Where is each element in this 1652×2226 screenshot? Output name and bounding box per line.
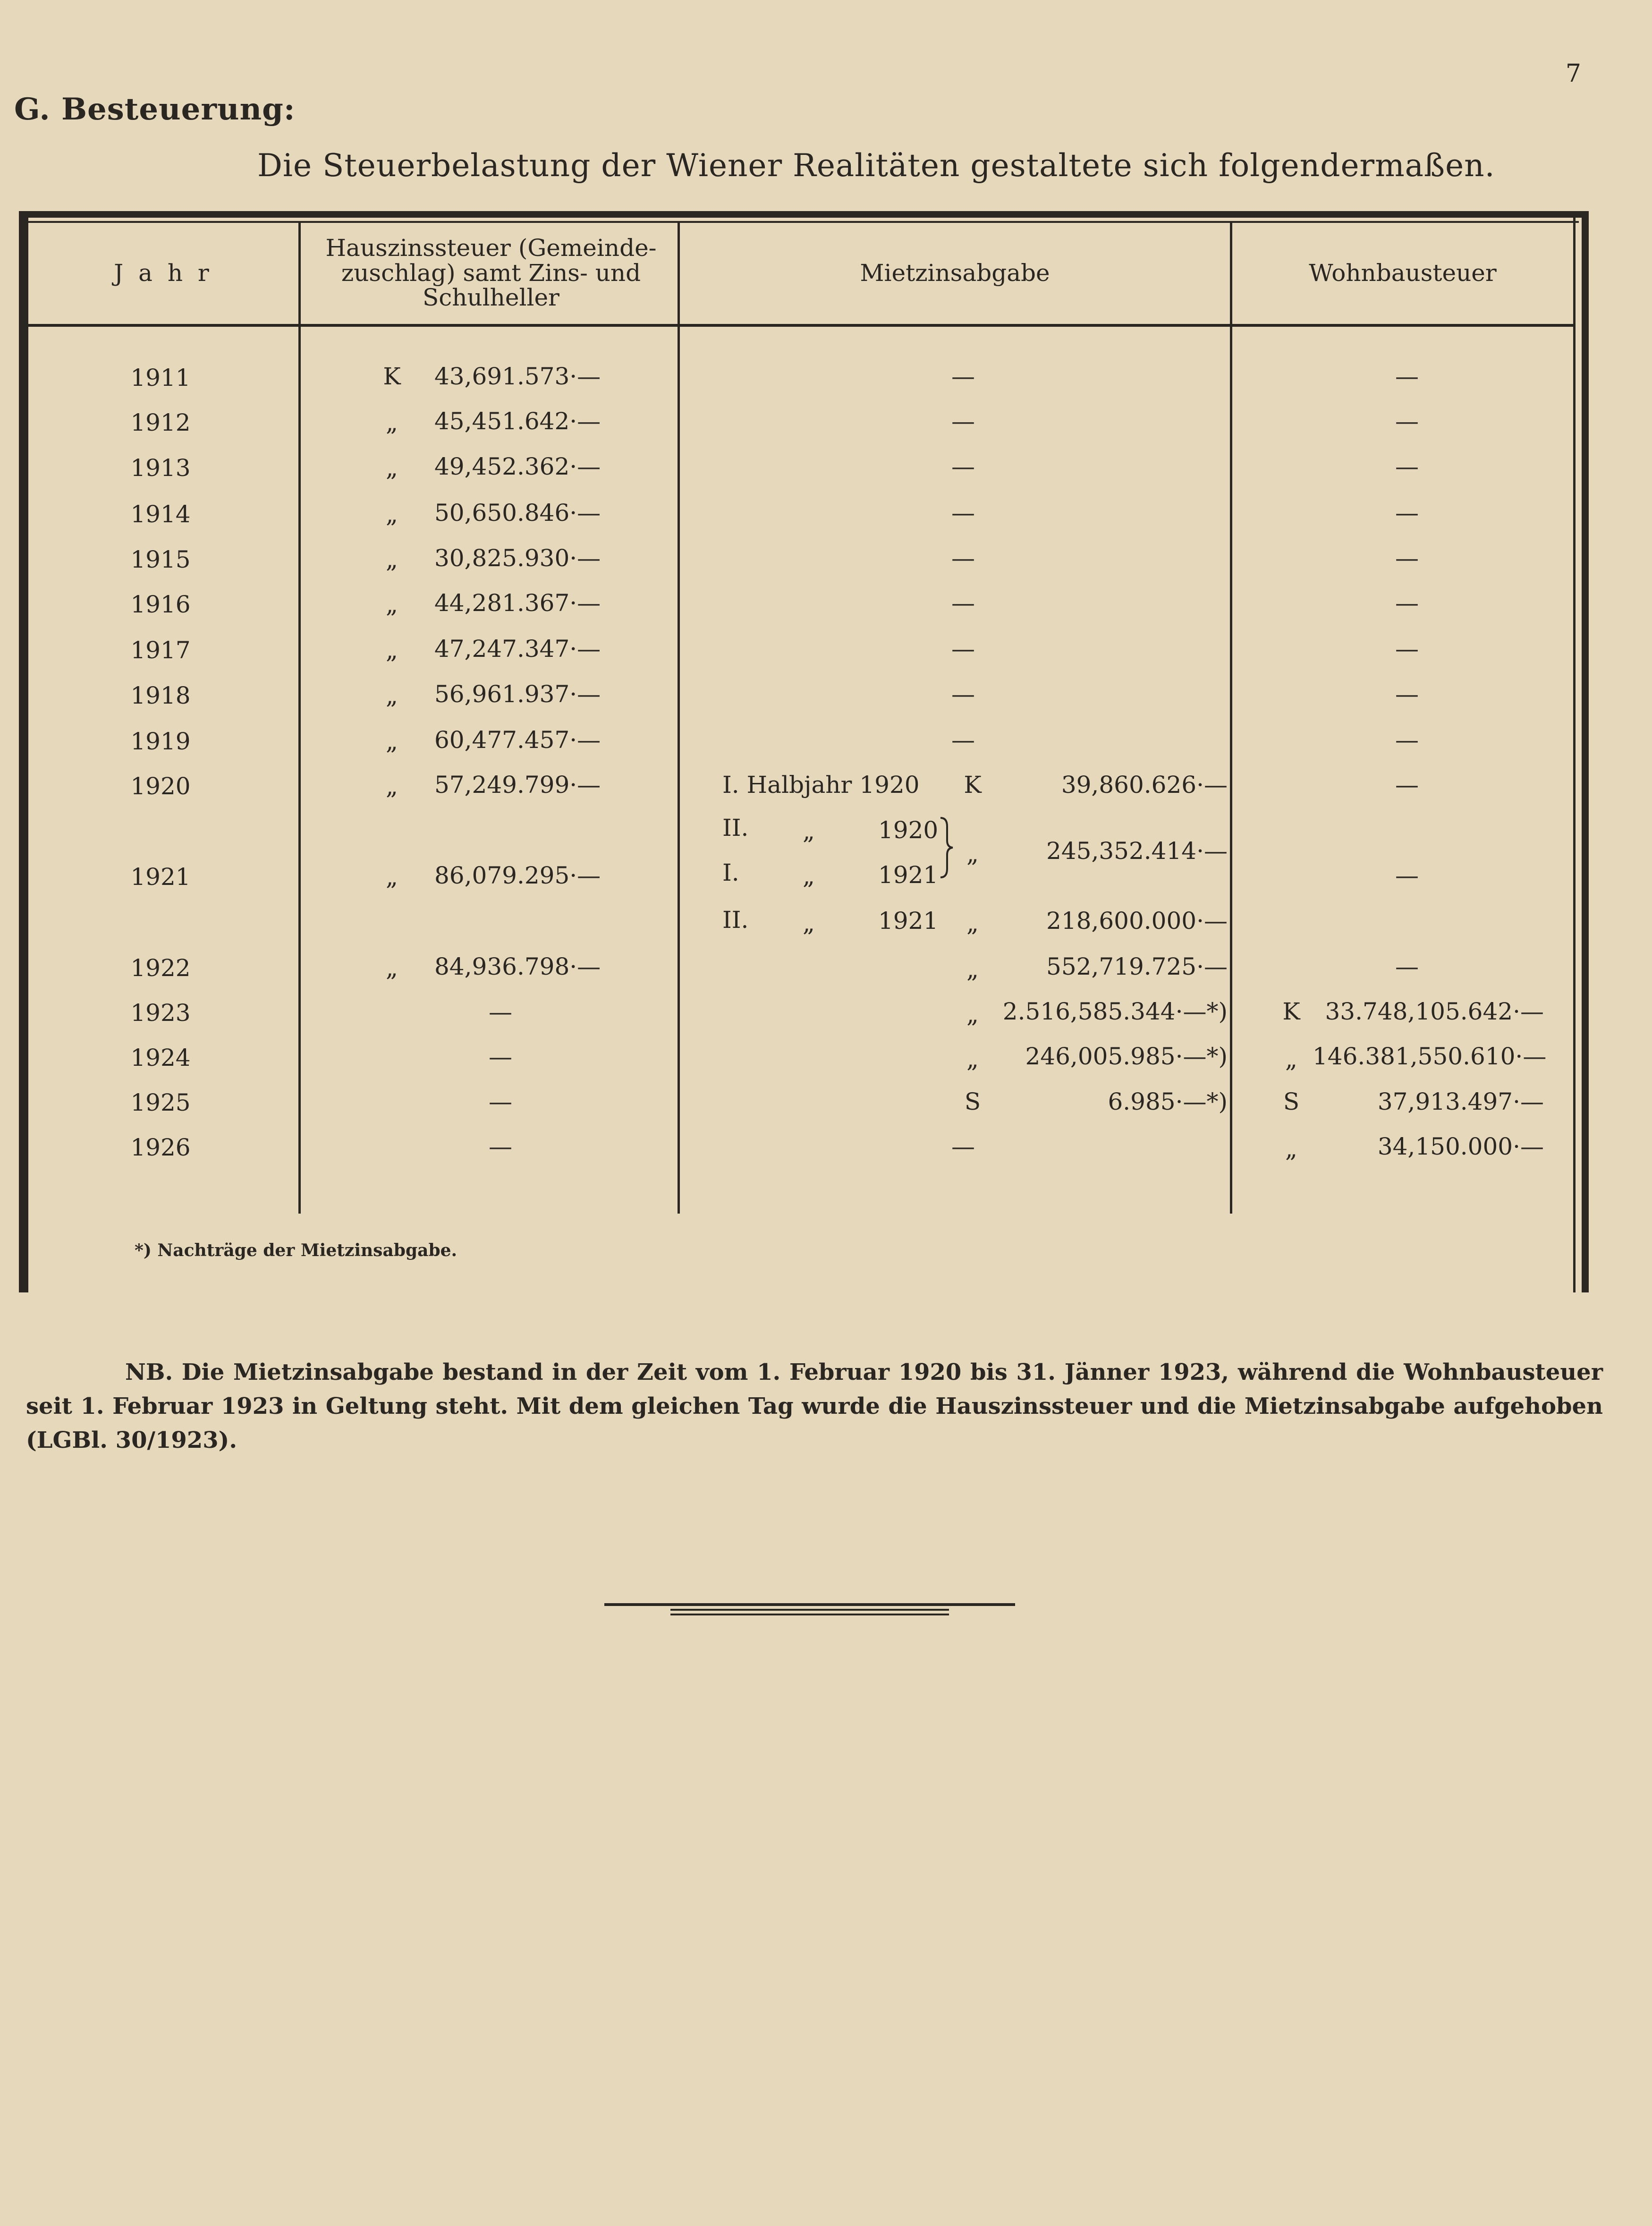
half-year-roman: II. — [722, 906, 749, 934]
empty-dash: — — [951, 680, 975, 708]
wohnbau-value: 146.381,550.610·— — [1313, 1043, 1547, 1070]
ditto-mark: „ — [803, 862, 815, 890]
empty-dash: — — [1395, 499, 1419, 527]
ditto-mark: „ — [966, 1001, 979, 1028]
intro-text: Die Steuerbelastung der Wiener Realitäten gestaltete sich folgendermaßen. — [257, 147, 1495, 184]
half-year-year: 1920 — [878, 816, 939, 844]
column-divider-1 — [298, 222, 301, 1214]
hauszins-value: 49,452.362·— — [434, 453, 601, 480]
mietzins-value: 2.516,585.344·—*) — [1002, 998, 1228, 1025]
ditto-mark: „ — [966, 956, 979, 983]
empty-dash: — — [1395, 953, 1419, 980]
header-year: J a h r — [114, 259, 213, 287]
year-cell: 1912 — [130, 409, 191, 436]
year-cell: 1924 — [130, 1044, 191, 1071]
table-top-rule — [19, 211, 1589, 218]
hauszins-value: 56,961.937·— — [434, 680, 601, 708]
wohnbau-value: 37,913.497·— — [1377, 1088, 1544, 1115]
year-cell: 1920 — [130, 773, 191, 800]
currency-prefix: K — [964, 771, 982, 799]
separator-rule — [604, 1603, 1015, 1606]
hauszins-value: 44,281.367·— — [434, 589, 601, 617]
empty-dash: — — [1395, 589, 1419, 617]
hauszins-value: 84,936.798·— — [434, 953, 601, 980]
hauszins-value: 60,477.457·— — [434, 726, 601, 754]
empty-dash: — — [951, 363, 975, 390]
empty-dash: — — [1395, 862, 1419, 889]
empty-dash: — — [1395, 408, 1419, 435]
ditto-mark: „ — [1285, 1135, 1297, 1163]
hauszins-value: 57,249.799·— — [434, 771, 601, 799]
section-title: G. Besteuerung: — [14, 92, 296, 127]
empty-dash: — — [1395, 771, 1419, 799]
currency-prefix: K — [383, 363, 401, 390]
year-cell: 1925 — [130, 1089, 191, 1116]
year-cell: 1911 — [130, 364, 191, 391]
ditto-mark: „ — [803, 817, 815, 845]
mietzins-value: 39,860.626·— — [1061, 771, 1228, 799]
hauszins-value: 43,691.573·— — [434, 363, 601, 390]
empty-dash: — — [1395, 680, 1419, 708]
year-cell: 1915 — [130, 546, 191, 573]
hauszins-value: 30,825.930·— — [434, 544, 601, 572]
empty-dash: — — [489, 1043, 512, 1071]
table-right-rule — [1582, 211, 1589, 1292]
empty-dash: — — [951, 1133, 975, 1160]
ditto-mark: „ — [803, 909, 815, 937]
header-mietzinsabgabe: Mietzinsabgabe — [860, 259, 1050, 287]
ditto-mark: „ — [386, 591, 398, 618]
ditto-mark: „ — [386, 546, 398, 573]
year-cell: 1923 — [130, 999, 191, 1027]
half-year-year: 1921 — [878, 907, 939, 935]
empty-dash: — — [951, 726, 975, 754]
empty-dash: — — [951, 453, 975, 480]
wohnbau-value: 33.748,105.642·— — [1325, 998, 1544, 1025]
empty-dash: — — [951, 635, 975, 663]
header-wohnbausteuer: Wohnbausteuer — [1309, 259, 1497, 287]
year-cell: 1922 — [130, 954, 191, 982]
nb-text: NB. Die Mietzinsabgabe bestand in der Zeit vom 1. Februar 1920 bis 31. Jänner 1923, während die Wohnbausteuer seit 1. Februar 1923 in Geltung steht. Mit dem gleichen Tag wurde die Hauszinssteuer und die Mietzinsabgabe aufgehoben (LGBl. 30/1923). — [26, 1359, 1603, 1453]
empty-dash: — — [489, 1133, 512, 1160]
half-year-year: 1921 — [878, 861, 939, 889]
table-left-rule — [19, 211, 28, 1292]
separator-rule — [670, 1614, 949, 1615]
year-cell: 1918 — [130, 682, 191, 709]
ditto-mark: „ — [966, 909, 979, 937]
column-divider-3 — [1230, 222, 1232, 1214]
empty-dash: — — [1395, 544, 1419, 572]
ditto-mark: „ — [386, 954, 398, 982]
right-brace — [939, 816, 955, 880]
ditto-mark: „ — [386, 501, 398, 528]
empty-dash: — — [1395, 726, 1419, 754]
ditto-mark: „ — [966, 840, 979, 867]
year-cell: 1921 — [130, 863, 191, 891]
nb-paragraph — [26, 1355, 1603, 1457]
year-cell: 1926 — [130, 1134, 191, 1161]
ditto-mark: „ — [386, 863, 398, 891]
mietzins-period-label: I. Halbjahr 1920 — [722, 771, 920, 799]
mietzins-value: 218,600.000·— — [1046, 907, 1228, 935]
page-number: 7 — [1565, 59, 1581, 88]
empty-dash: — — [1395, 453, 1419, 480]
table-footnote: *) Nachträge der Mietzinsabgabe. — [135, 1240, 457, 1260]
ditto-mark: „ — [386, 637, 398, 664]
empty-dash: — — [1395, 363, 1419, 390]
half-year-roman: I. — [722, 859, 739, 886]
year-cell: 1914 — [130, 501, 191, 528]
mietzins-value: 246,005.985·—*) — [1025, 1043, 1228, 1070]
header-hauszinssteuer: Hauszinssteuer (Gemeinde-zuschlag) samt Zins- und Schulheller — [325, 234, 657, 312]
currency-prefix: S — [1283, 1088, 1300, 1115]
wohnbau-value: 34,150.000·— — [1377, 1133, 1544, 1160]
table-header-rule — [25, 324, 1574, 327]
table-right-inner-rule — [1573, 218, 1576, 1292]
mietzins-value: 245,352.414·— — [1046, 837, 1228, 865]
empty-dash: — — [951, 544, 975, 572]
ditto-mark: „ — [386, 728, 398, 755]
year-cell: 1913 — [130, 454, 191, 482]
ditto-mark: „ — [1285, 1045, 1297, 1073]
currency-prefix: S — [964, 1088, 981, 1115]
empty-dash: — — [951, 589, 975, 617]
mietzins-value: 552,719.725·— — [1046, 953, 1228, 980]
year-cell: 1917 — [130, 637, 191, 664]
mietzins-value: 6.985·—*) — [1108, 1088, 1228, 1115]
column-divider-2 — [678, 222, 680, 1214]
ditto-mark: „ — [386, 454, 398, 482]
year-cell: 1916 — [130, 591, 191, 618]
hauszins-value: 47,247.347·— — [434, 635, 601, 663]
separator-rule — [670, 1609, 949, 1611]
ditto-mark: „ — [386, 773, 398, 800]
empty-dash: — — [951, 408, 975, 435]
ditto-mark: „ — [386, 682, 398, 709]
ditto-mark: „ — [966, 1045, 979, 1073]
empty-dash: — — [951, 499, 975, 527]
empty-dash: — — [1395, 635, 1419, 663]
empty-dash: — — [489, 998, 512, 1026]
empty-dash: — — [489, 1088, 512, 1115]
year-cell: 1919 — [130, 728, 191, 755]
hauszins-value: 45,451.642·— — [434, 408, 601, 435]
half-year-roman: II. — [722, 814, 749, 841]
hauszins-value: 86,079.295·— — [434, 862, 601, 889]
ditto-mark: „ — [386, 409, 398, 436]
currency-prefix: K — [1282, 998, 1300, 1025]
hauszins-value: 50,650.846·— — [434, 499, 601, 527]
